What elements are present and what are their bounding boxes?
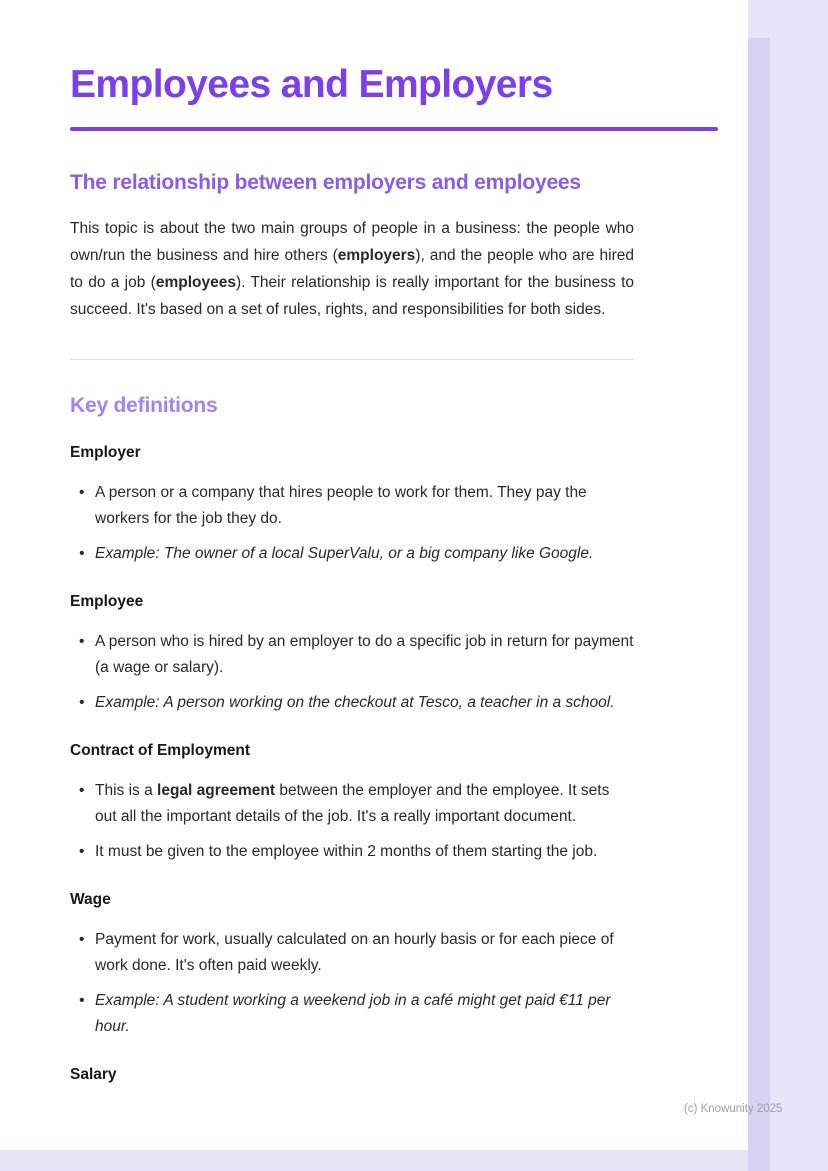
bullet-text-part: between the employer and the employee. It sets out all the important details of the job. It's a really important document. [95, 781, 610, 825]
bullet-text-part: This is a [95, 781, 158, 799]
intro-text-part: ), and the people who are hired to do a job ( [70, 246, 634, 291]
page-accent-strip [748, 38, 770, 1171]
bullet-example: • Example: The owner of a local SuperValu, or a big company like Google. [70, 541, 634, 567]
section-heading-relationship: The relationship between employers and employees [70, 170, 581, 194]
term-heading-salary: Salary [70, 1065, 117, 1083]
bold-term-employees: employees [155, 273, 236, 291]
page-title: Employees and Employers [70, 63, 553, 106]
term-heading-employer: Employer [70, 443, 141, 461]
term-bullet-list-employer [70, 480, 634, 567]
section-heading-key-definitions: Key definitions [70, 393, 218, 417]
term-bullet-list-wage [70, 927, 634, 1040]
bold-term-employers: employers [337, 246, 416, 264]
term-bullet-list-contract [70, 778, 634, 865]
term-heading-employee: Employee [70, 592, 144, 610]
term-heading-wage: Wage [70, 890, 111, 908]
bullet-example: • Example: A student working a weekend job in a café might get paid €11 per hour. [70, 988, 634, 1040]
bullet-definition: • It must be given to the employee within 2 months of them starting the job. [70, 839, 634, 865]
bullet-definition: • Payment for work, usually calculated on an hourly basis or for each piece of work done. It's often paid weekly. [70, 927, 634, 979]
term-bullet-list-employee [70, 629, 634, 716]
bullet-definition [70, 778, 634, 830]
section-divider [70, 359, 634, 360]
intro-text-part: ). Their relationship is really important for the business to succeed. It's based on a set of rules, rights, and responsibilities for both sides. [70, 273, 634, 318]
bullet-example: • Example: A person working on the checkout at Tesco, a teacher in a school. [70, 690, 634, 716]
bold-term-legal-agreement: legal agreement [157, 781, 276, 799]
bullet-definition: • A person who is hired by an employer to do a specific job in return for payment (a wage or salary). [70, 629, 634, 681]
intro-paragraph [70, 215, 634, 323]
title-rule [70, 127, 718, 131]
bullet-definition: • A person or a company that hires people to work for them. They pay the workers for the job they do. [70, 480, 634, 532]
footer-copyright: (c) Knowunity 2025 [684, 1103, 783, 1115]
term-heading-contract-of-employment: Contract of Employment [70, 741, 250, 759]
intro-text-part: This topic is about the two main groups of people in a business: the people who own/run the business and hire others ( [70, 219, 634, 264]
